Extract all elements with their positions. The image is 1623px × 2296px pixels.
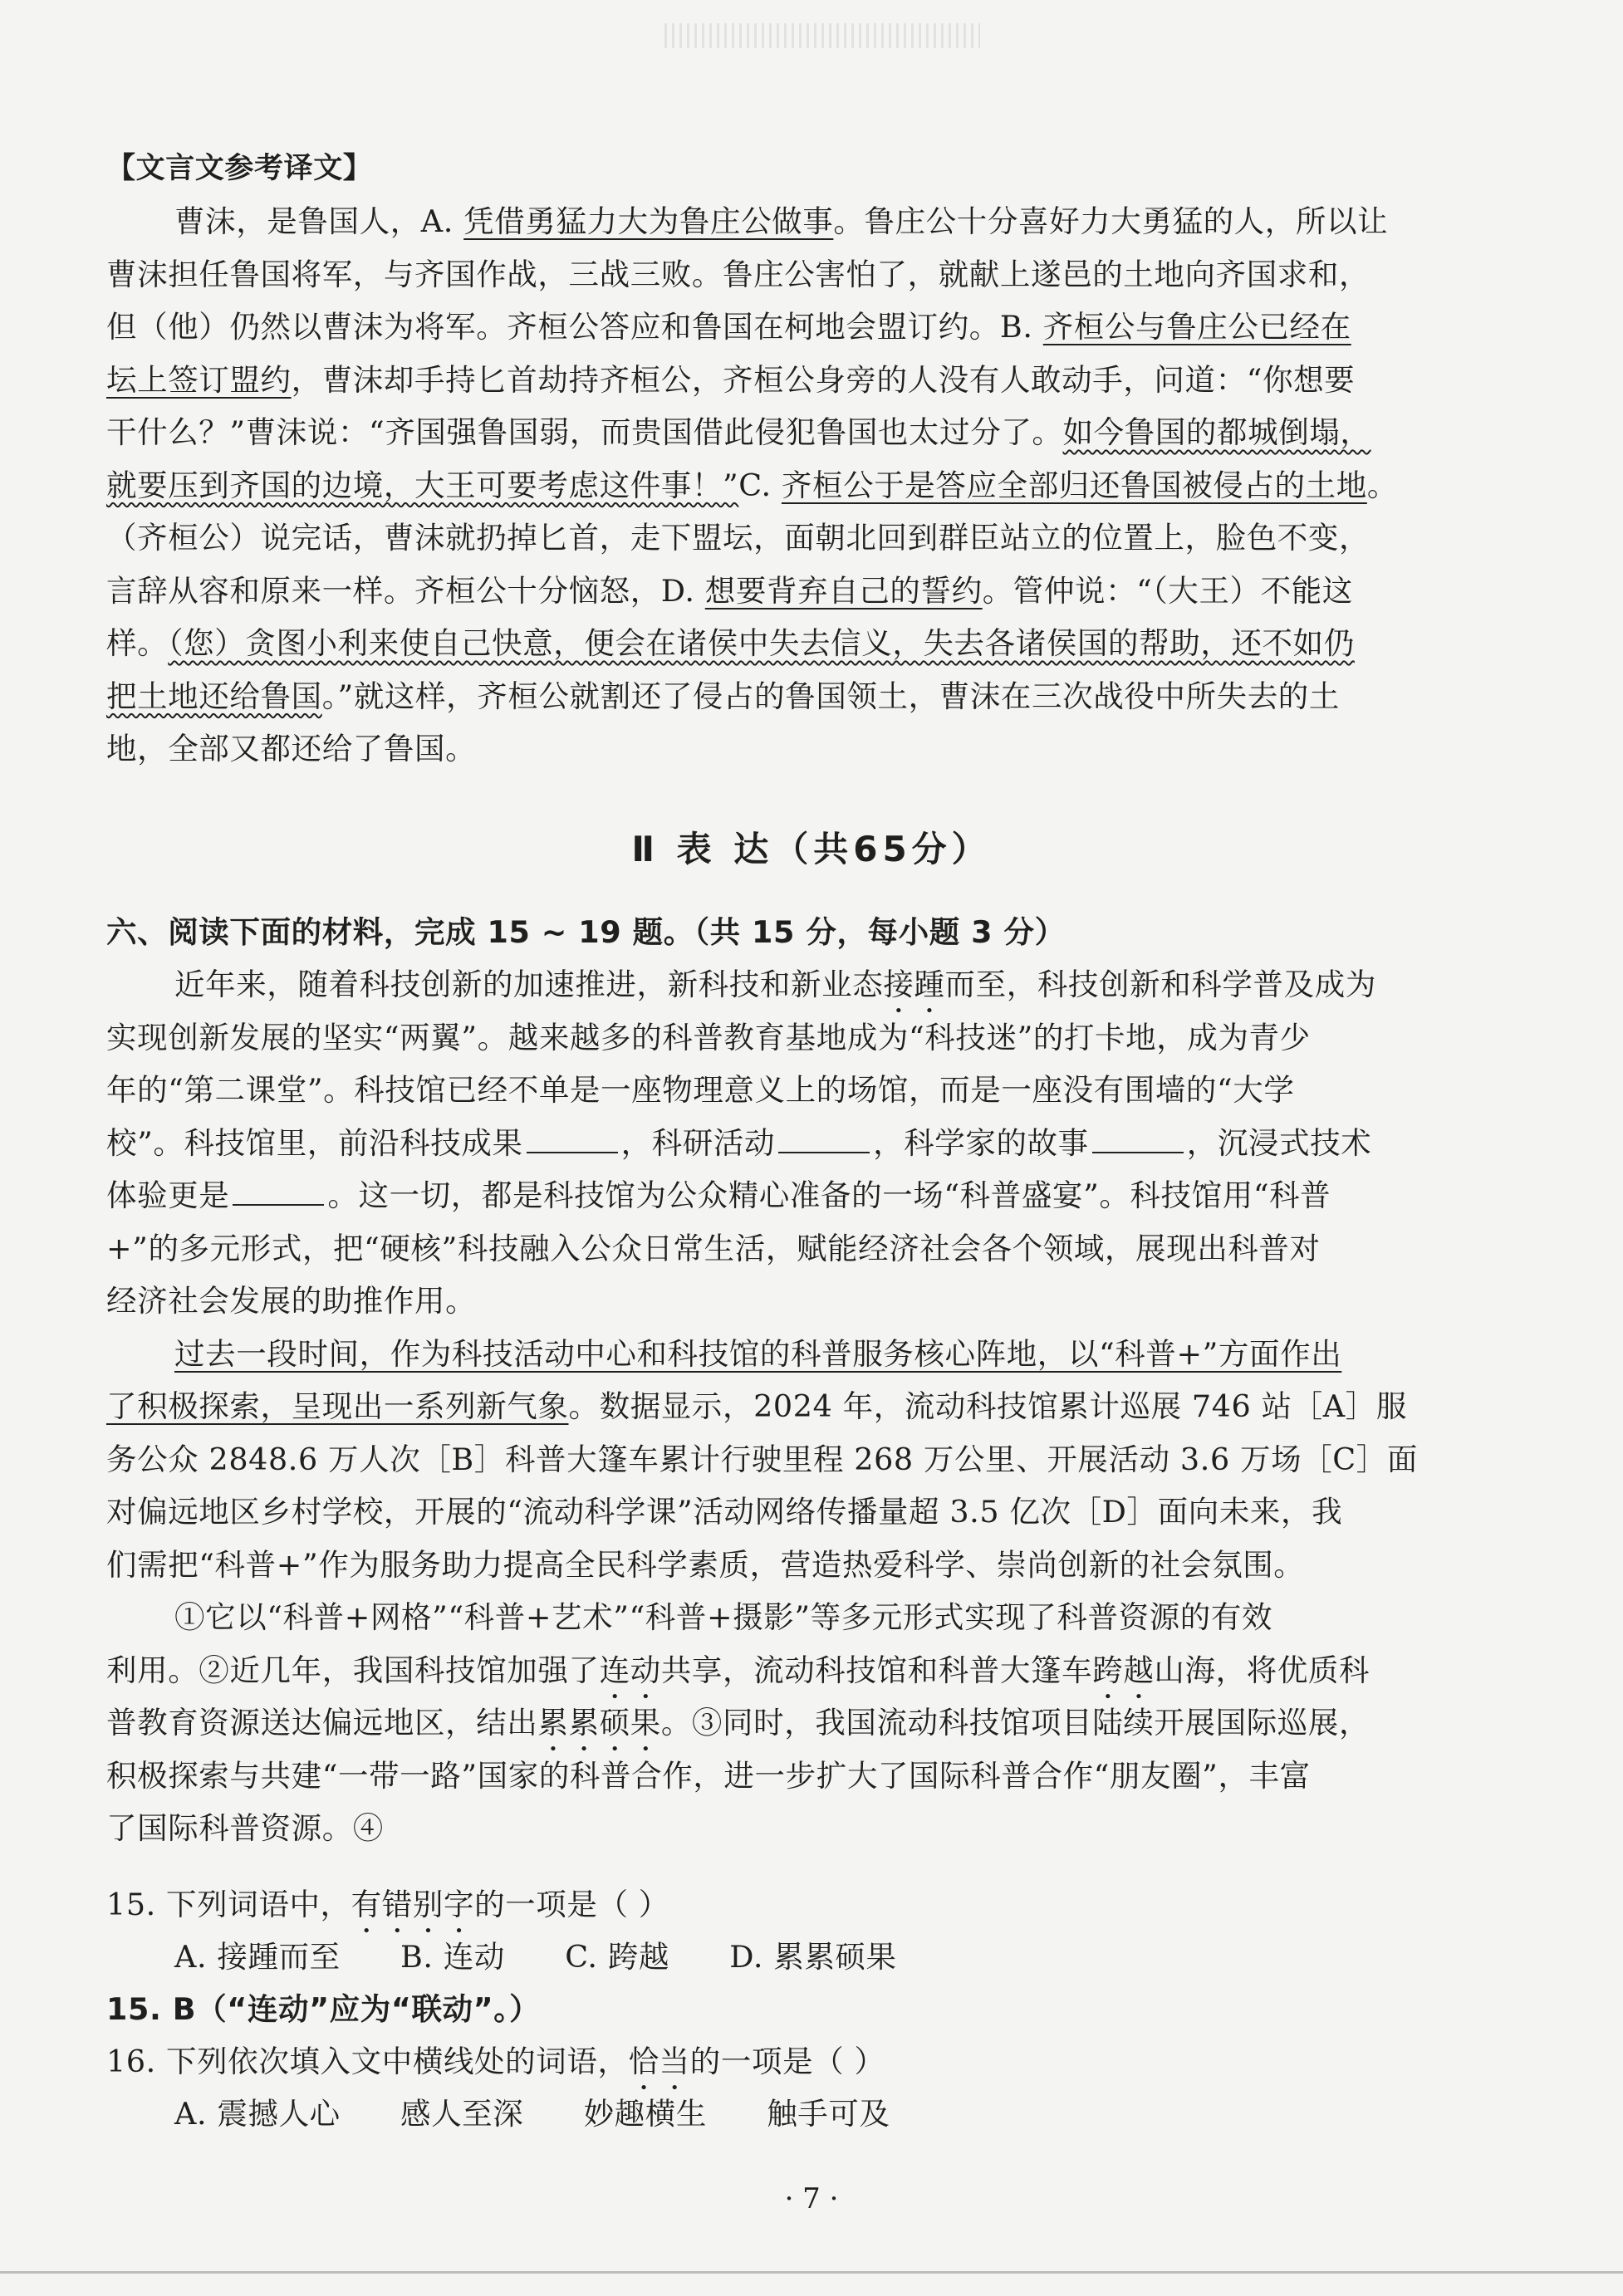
text-line: [106, 671, 1502, 722]
text-run: 们需把“科普+”作为服务助力提高全民科学素质，营造热爱科学、崇尚创新的社会氛围。: [106, 1546, 1305, 1583]
text-run: 对偏远地区乡村学校，开展的“流动科学课”活动网络传播量超 3.5 亿次［D］面向未来，我: [106, 1494, 1343, 1530]
text-run: 普教育资源送达偏远地区，结出: [106, 1705, 538, 1740]
text-line: [106, 723, 1502, 775]
text-line: [174, 959, 1502, 1020]
text-line: [106, 1170, 1502, 1221]
text-run: 利用。②近几年，我国科技馆加强了: [106, 1652, 600, 1688]
fill-in-blank: [527, 1124, 618, 1153]
question-heading: 六、阅读下面的材料，完成 15 ~ 19 题。（共 15 分，每小题 3 分）: [106, 914, 1066, 950]
q16-option-a-word2: 感人至深: [400, 2096, 524, 2132]
text-run: 共享，流动科技馆和科普大篷车: [660, 1652, 1093, 1688]
text-run: 近年来，随着科技创新的加速推进，新科技和新业态: [174, 967, 884, 1002]
text-run: 年的“第二课堂”。科技馆已经不单是一座物理意义上的场馆，而是一座没有围墙的“大学: [106, 1072, 1295, 1108]
text-run: 。③同时，我国流动科技馆项目陆续开展国际巡展，: [660, 1705, 1370, 1740]
scan-edge: [0, 2271, 1623, 2274]
text-run: 。数据显示，2024 年，流动科技馆累计巡展 746 站［A］服: [568, 1388, 1407, 1424]
text-line: [106, 1381, 1502, 1432]
emphasis-dotted-text: 有错别字: [351, 1887, 475, 1922]
text-run: 但（他）仍然以曹沫为将军。齐桓公答应和鲁国在柯地会盟订约。B.: [106, 309, 1043, 345]
q16-options: [174, 2088, 1502, 2140]
text-line: [106, 1750, 1502, 1802]
text-line: [174, 196, 1502, 247]
wavy-underlined-text: 如今鲁国的都城倒塌，: [1062, 414, 1371, 450]
text-run: +”的多元形式，把“硬核”科技融入公众日常生活，赋能经济社会各个领域，展现出科普对: [106, 1230, 1321, 1266]
text-line: [106, 249, 1502, 301]
page-number: · 7 ·: [784, 2182, 839, 2215]
text-line: [106, 512, 1502, 564]
emphasis-dotted-text: 跨越: [1092, 1652, 1155, 1688]
wavy-underlined-text: （您）贪图小利来使自己快意，便会在诸侯中失去信义，失去各诸侯国的帮助，还不如仍: [168, 625, 1355, 661]
text-run: 校”。科技馆里，前沿科技成果: [106, 1124, 523, 1161]
text-run: ，科研活动: [620, 1124, 776, 1161]
text-run: ，科学家的故事: [873, 1124, 1089, 1161]
text-line: [106, 301, 1502, 353]
text-line: [106, 355, 1502, 406]
text-run: 样。: [106, 625, 169, 661]
text-line: [106, 1645, 1502, 1706]
text-run: 曹沫，是鲁国人，A.: [174, 203, 464, 239]
section-title: 【文言文参考译文】: [106, 152, 373, 185]
text-run: 。鲁庄公十分喜好力大勇猛的人，所以让: [833, 203, 1389, 239]
q15-answer: 15. B（“连动”应为“联动”。）: [106, 1991, 541, 2027]
text-run: 言辞从容和原来一样。齐桓公十分恼怒，D.: [106, 572, 705, 609]
text-run: 的一项是（ ）: [689, 2044, 885, 2079]
underlined-text: 凭借勇猛力大为鲁庄公做事: [463, 203, 834, 239]
text-run: 的一项是（ ）: [474, 1887, 669, 1922]
scan-artifact: [664, 23, 980, 48]
text-run: 。”就这样，齐桓公就割还了侵占的鲁国领土，曹沫在三次战役中所失去的土: [321, 678, 1341, 714]
text-run: 15. 下列词语中，: [106, 1887, 351, 1922]
text-run: 积极探索与共建“一带一路”国家的科普合作，进一步扩大了国际科普合作“朋友圈”，丰富: [106, 1757, 1311, 1794]
text-line: [106, 1697, 1502, 1758]
text-run: 了国际科普资源。④: [106, 1810, 384, 1846]
text-line: [106, 618, 1502, 669]
emphasis-dotted-text: 接踵: [883, 967, 945, 1002]
underlined-text: 齐桓公于是答应全部归还鲁国被侵占的土地: [781, 467, 1367, 503]
emphasis-dotted-text: 恰当: [628, 2044, 690, 2079]
part-title: Ⅱ 表 达（共65分）: [631, 829, 992, 869]
q15-options: [174, 1931, 1502, 1983]
text-line: [106, 1486, 1502, 1538]
text-run: 。这一切，都是科技馆为公众精心准备的一场“科普盛宴”。科技馆用“科普: [327, 1177, 1331, 1213]
text-run: 而至，科技创新和科学普及成为: [944, 967, 1376, 1002]
wavy-underlined-text: 把土地还给鲁国: [106, 678, 322, 714]
underlined-text: 坛上签订盟约: [106, 361, 292, 398]
q15-option-a: A. 接踵而至: [174, 1939, 341, 1975]
text-line: [106, 1434, 1502, 1486]
text-run: 16. 下列依次填入文中横线处的词语，: [106, 2044, 629, 2079]
emphasis-dotted-text: 累累硕果: [537, 1705, 661, 1740]
text-line: [106, 1118, 1502, 1169]
text-run: 干什么？”曹沫说：“齐国强鲁国弱，而贵国借此侵犯鲁国也太过分了。: [106, 414, 1063, 450]
fill-in-blank: [233, 1176, 324, 1206]
underlined-text: 过去一段时间，作为科技活动中心和科技馆的科普服务核心阵地，以“科普+”方面作出: [174, 1335, 1342, 1372]
text-run: C.: [738, 467, 782, 503]
text-line: [106, 1223, 1502, 1275]
text-run: 山海，将优质科: [1154, 1652, 1370, 1688]
text-run: ，沉浸式技术: [1186, 1124, 1372, 1161]
underlined-text: 想要背弃自己的誓约: [704, 572, 983, 609]
text-run: ，曹沫却手持匕首劫持齐桓公，齐桓公身旁的人没有人敢动手，问道：“你想要: [291, 361, 1356, 398]
text-run: 体验更是: [106, 1177, 230, 1213]
q15-option-c: C. 跨越: [565, 1939, 670, 1975]
text-run: 经济社会发展的助推作用。: [106, 1283, 477, 1319]
text-run: （齐桓公）说完话，曹沫就扔掉匕首，走下盟坛，面朝北回到群臣站立的位置上，脸色不变，: [106, 520, 1370, 556]
text-run: 。管仲说：“（大王）不能这: [982, 572, 1353, 609]
text-line: [106, 460, 1502, 512]
underlined-text: 齐桓公与鲁庄公已经在: [1042, 309, 1351, 345]
q16-option-a-word4: 触手可及: [767, 2096, 890, 2132]
emphasis-dotted-text: 连动: [599, 1652, 661, 1688]
text-run: 。: [1366, 467, 1398, 503]
text-line: [106, 1012, 1502, 1064]
text-run: ①它以“科普+网格”“科普+艺术”“科普+摄影”等多元形式实现了科普资源的有效: [174, 1599, 1273, 1635]
wavy-underlined-text: 就要压到齐国的边境，大王可要考虑这件事！”: [106, 467, 739, 503]
text-run: 务公众 2848.6 万人次［B］科普大篷车累计行驶里程 268 万公里、开展活动 3.6 万场［C］面: [106, 1441, 1418, 1477]
q15-option-b: B. 连动: [400, 1939, 505, 1975]
q16-option-a: A. 震撼人心: [174, 2096, 341, 2132]
text-line: [174, 1592, 1502, 1643]
text-line: [106, 1065, 1502, 1116]
fill-in-blank: [1092, 1124, 1184, 1153]
text-line: [106, 1275, 1502, 1327]
text-line: [106, 1803, 1502, 1854]
text-run: 曹沫担任鲁国将军，与齐国作战，三战三败。鲁庄公害怕了，就献上遂邑的土地向齐国求和，: [106, 256, 1370, 292]
text-line: [174, 1329, 1502, 1380]
text-run: 实现创新发展的坚实“两翼”。越来越多的科普教育基地成为“科技迷”的打卡地，成为青少: [106, 1019, 1311, 1055]
text-line: [106, 565, 1502, 617]
fill-in-blank: [778, 1124, 870, 1153]
q16-option-a-word3: 妙趣横生: [583, 2096, 707, 2132]
underlined-text: 了积极探索，呈现出一系列新气象: [106, 1388, 569, 1424]
text-line: [106, 407, 1502, 458]
text-line: [106, 1540, 1502, 1591]
text-run: 地，全部又都还给了鲁国。: [106, 731, 477, 766]
q15-option-d: D. 累累硕果: [729, 1939, 897, 1975]
